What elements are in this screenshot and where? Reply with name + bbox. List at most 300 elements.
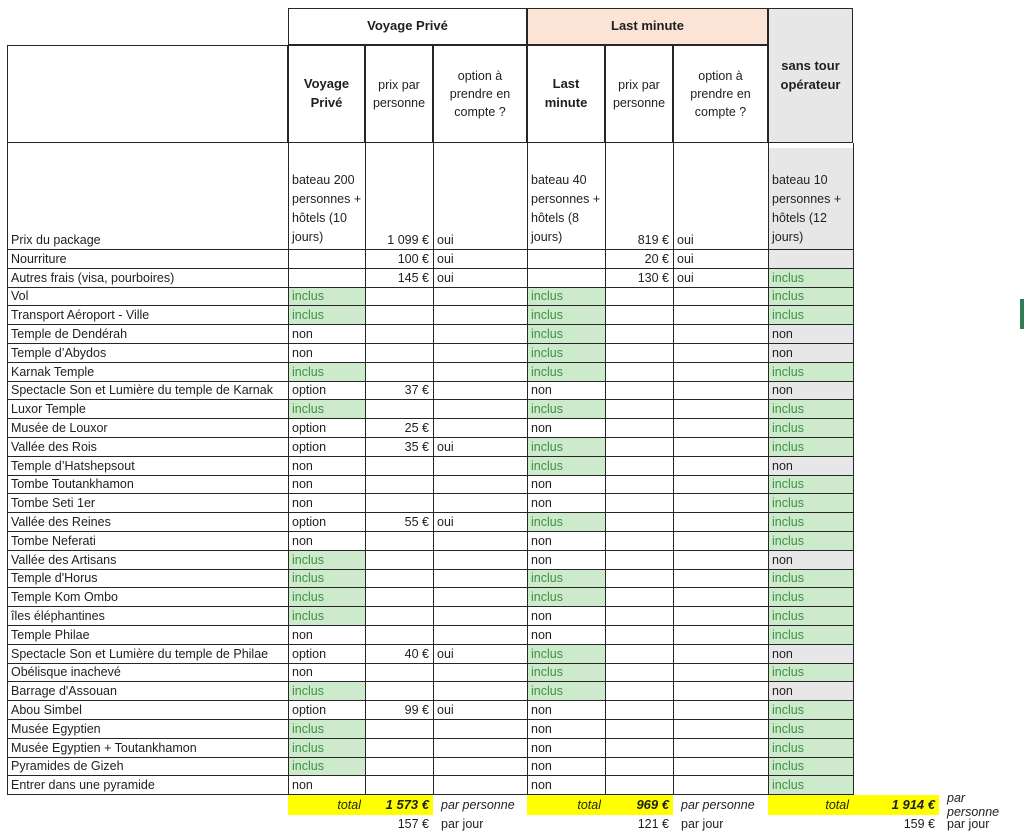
lm-option-cell[interactable] [674,645,769,664]
row-label[interactable]: Vallée des Artisans [8,551,289,570]
clipped-green-cell [1020,299,1024,329]
vp-price-cell[interactable] [366,306,434,325]
vp-price-cell[interactable]: 25 € [366,419,434,438]
lm-per-day-label: par jour [681,817,724,832]
row-label[interactable]: Vallée des Reines [8,513,289,532]
vp-price-cell[interactable] [366,776,434,795]
row-label[interactable]: Abou Simbel [8,701,289,720]
vp-status-cell[interactable]: non [289,325,366,344]
lm-option-cell[interactable] [674,419,769,438]
lm-price-cell[interactable] [606,720,674,739]
table-row [8,532,1017,551]
vp-price-cell[interactable] [366,758,434,777]
vp-option-cell[interactable]: oui [434,701,528,720]
st-status-cell[interactable]: inclus [769,739,854,758]
lm-price-cell[interactable] [606,288,674,307]
lm-price-cell[interactable] [606,588,674,607]
vp-option-cell[interactable] [434,626,528,645]
lm-option-cell[interactable] [674,588,769,607]
column-header-price-lm[interactable]: prix par personne [605,45,673,143]
lm-status-cell[interactable]: non [528,551,606,570]
table-row [8,607,1017,626]
table-row [8,720,1017,739]
lm-status-cell[interactable]: inclus [528,570,606,589]
lm-option-cell[interactable] [674,776,769,795]
column-header-last-minute[interactable]: Last minute [527,45,605,143]
table-row [8,494,1017,513]
vp-option-cell[interactable] [434,306,528,325]
table-row [8,513,1017,532]
lm-option-cell[interactable] [674,682,769,701]
vp-option-cell[interactable]: oui [434,438,528,457]
st-status-cell[interactable]: inclus [769,570,854,589]
vp-option-cell[interactable] [434,588,528,607]
lm-option-cell[interactable] [674,739,769,758]
vp-total-label[interactable]: total [288,795,365,815]
vp-per-day-label: par jour [441,817,484,832]
table-row [8,269,1017,288]
vp-status-cell[interactable]: non [289,776,366,795]
st-status-cell[interactable]: inclus [769,288,854,307]
vp-status-cell[interactable]: option [289,419,366,438]
vp-option-cell[interactable] [434,325,528,344]
st-status-cell[interactable]: inclus [769,701,854,720]
vp-price-cell[interactable]: 145 € [366,269,434,288]
vp-price-cell[interactable] [366,588,434,607]
table-row [8,626,1017,645]
vp-price-cell[interactable]: 40 € [366,645,434,664]
lm-status-cell[interactable]: bateau 40 personnes + hôtels (8 jours) [528,148,606,250]
vp-status-cell[interactable]: inclus [289,306,366,325]
row-label[interactable]: Transport Aéroport - Ville [8,306,289,325]
row-label[interactable]: Tombe Seti 1er [8,494,289,513]
lm-price-cell[interactable] [606,758,674,777]
lm-option-cell[interactable] [674,570,769,589]
lm-status-cell[interactable]: inclus [528,682,606,701]
lm-option-cell[interactable] [674,494,769,513]
lm-status-cell[interactable]: non [528,419,606,438]
lm-status-cell[interactable]: inclus [528,325,606,344]
vp-status-cell[interactable]: inclus [289,720,366,739]
lm-status-cell[interactable]: non [528,532,606,551]
vp-price-cell[interactable] [366,664,434,683]
vp-status-cell[interactable]: inclus [289,758,366,777]
lm-option-cell[interactable] [674,438,769,457]
vp-option-cell[interactable] [434,382,528,401]
vp-per-day-value[interactable]: 157 € [397,817,429,832]
table-row [8,344,1017,363]
lm-price-cell[interactable] [606,645,674,664]
vp-price-cell[interactable]: 100 € [366,250,434,269]
lm-option-cell[interactable] [674,306,769,325]
row-label[interactable]: Tombe Neferati [8,532,289,551]
vp-status-cell[interactable]: non [289,344,366,363]
lm-status-cell[interactable] [528,250,606,269]
row-label[interactable]: Temple d’Hatshepsout [8,457,289,476]
vp-option-cell[interactable]: oui [434,513,528,532]
lm-price-cell[interactable] [606,682,674,701]
vp-option-cell[interactable]: oui [434,250,528,269]
row-label[interactable]: Temple de Dendérah [8,325,289,344]
lm-price-cell[interactable] [606,400,674,419]
st-total-label[interactable]: total [768,795,853,815]
lm-option-cell[interactable] [674,701,769,720]
lm-status-cell[interactable]: inclus [528,344,606,363]
vp-option-cell[interactable]: oui [434,645,528,664]
row-label[interactable]: Karnak Temple [8,363,289,382]
lm-price-cell[interactable] [606,344,674,363]
st-status-cell[interactable]: inclus [769,494,854,513]
lm-price-cell[interactable] [606,701,674,720]
st-status-cell[interactable]: inclus [769,269,854,288]
lm-status-cell[interactable]: non [528,476,606,495]
vp-status-cell[interactable]: option [289,438,366,457]
lm-price-cell[interactable] [606,532,674,551]
row-label[interactable]: Obélisque inachevé [8,664,289,683]
vp-status-cell[interactable]: inclus [289,570,366,589]
lm-status-cell[interactable]: inclus [528,645,606,664]
lm-price-cell[interactable] [606,476,674,495]
st-status-cell[interactable]: inclus [769,607,854,626]
st-status-cell[interactable]: non [769,382,854,401]
table-row [8,382,1017,401]
vp-status-cell[interactable]: non [289,457,366,476]
lm-status-cell[interactable]: inclus [528,288,606,307]
row-label[interactable]: Luxor Temple [8,400,289,419]
st-status-cell[interactable]: inclus [769,776,854,795]
st-status-cell[interactable]: inclus [769,363,854,382]
totals-section [7,790,1017,834]
lm-price-cell[interactable] [606,607,674,626]
vp-status-cell[interactable]: non [289,494,366,513]
row-label[interactable]: Vallée des Rois [8,438,289,457]
group-header-voyage-prive[interactable]: Voyage Privé [288,8,527,45]
lm-status-cell[interactable]: non [528,701,606,720]
st-status-cell[interactable]: inclus [769,513,854,532]
row-label[interactable]: Musée Egyptien [8,720,289,739]
lm-status-cell[interactable]: non [528,382,606,401]
header-corner-blank [7,8,288,45]
vp-status-cell[interactable]: inclus [289,682,366,701]
table-row [8,664,1017,683]
lm-option-cell[interactable] [674,288,769,307]
vp-price-cell[interactable] [366,476,434,495]
lm-status-cell[interactable]: inclus [528,588,606,607]
vp-status-cell[interactable]: option [289,513,366,532]
row-label[interactable]: Musée Egyptien + Toutankhamon [8,739,289,758]
lm-price-cell[interactable] [606,494,674,513]
lm-option-cell[interactable] [674,363,769,382]
lm-status-cell[interactable]: inclus [528,457,606,476]
lm-status-cell[interactable]: non [528,720,606,739]
lm-per-person-label: par personne [681,797,755,812]
lm-price-cell[interactable] [606,626,674,645]
st-status-cell[interactable] [769,250,854,269]
vp-price-cell[interactable] [366,457,434,476]
vp-per-person-label: par personne [441,797,515,812]
lm-option-cell[interactable] [674,400,769,419]
row-label[interactable]: Temple Kom Ombo [8,588,289,607]
lm-price-cell[interactable] [606,419,674,438]
st-status-cell[interactable]: inclus [769,419,854,438]
vp-status-cell[interactable]: non [289,476,366,495]
lm-status-cell[interactable]: non [528,758,606,777]
row-label[interactable]: Temple Philae [8,626,289,645]
row-label[interactable]: Prix du package [8,148,289,250]
lm-option-cell[interactable]: oui [674,148,769,250]
column-header-option-lm[interactable]: option à prendre en compte ? [673,45,768,143]
lm-price-cell[interactable] [606,325,674,344]
lm-price-cell[interactable] [606,551,674,570]
row-label[interactable]: Temple d'Horus [8,570,289,589]
lm-option-cell[interactable] [674,532,769,551]
vp-option-cell[interactable] [434,570,528,589]
lm-option-cell[interactable] [674,325,769,344]
vp-status-cell[interactable]: option [289,701,366,720]
row-label[interactable]: Spectacle Son et Lumière du temple de Karnak [8,382,289,401]
st-status-cell[interactable]: inclus [769,476,854,495]
vp-option-cell[interactable] [434,344,528,363]
lm-status-cell[interactable] [528,269,606,288]
lm-option-cell[interactable] [674,551,769,570]
row-label[interactable]: Tombe Toutankhamon [8,476,289,495]
vp-option-cell[interactable] [434,551,528,570]
st-status-cell[interactable]: inclus [769,532,854,551]
lm-option-cell[interactable]: oui [674,250,769,269]
table-row [8,250,1017,269]
vp-price-cell[interactable] [366,494,434,513]
st-per-day-label: par jour [947,817,990,832]
row-label[interactable]: Barrage d'Assouan [8,682,289,701]
row-label[interactable]: Nourriture [8,250,289,269]
vp-option-cell[interactable]: oui [434,269,528,288]
st-status-cell[interactable]: inclus [769,306,854,325]
vp-option-cell[interactable] [434,720,528,739]
vp-status-cell[interactable]: inclus [289,607,366,626]
lm-option-cell[interactable] [674,476,769,495]
lm-option-cell[interactable]: oui [674,269,769,288]
lm-price-cell[interactable] [606,363,674,382]
vp-price-cell[interactable]: 99 € [366,701,434,720]
row-label[interactable]: Pyramides de Gizeh [8,758,289,777]
lm-price-cell[interactable] [606,570,674,589]
table-row [8,148,1017,250]
lm-per-day-value[interactable]: 121 € [637,817,669,832]
vp-price-cell[interactable] [366,551,434,570]
vp-option-cell[interactable] [434,739,528,758]
lm-price-cell[interactable] [606,438,674,457]
lm-price-cell[interactable] [606,457,674,476]
table-row [8,551,1017,570]
st-status-cell[interactable]: inclus [769,438,854,457]
vp-price-cell[interactable] [366,607,434,626]
st-status-cell[interactable]: inclus [769,588,854,607]
table-row [8,570,1017,589]
lm-status-cell[interactable]: inclus [528,664,606,683]
totals-blank [288,815,365,835]
st-status-cell[interactable]: inclus [769,664,854,683]
vp-option-cell[interactable] [434,288,528,307]
table-row [8,419,1017,438]
vp-price-cell[interactable]: 1 099 € [366,148,434,250]
vp-price-cell[interactable] [366,288,434,307]
lm-status-cell[interactable]: inclus [528,363,606,382]
vp-option-cell[interactable] [434,532,528,551]
vp-status-cell[interactable]: non [289,626,366,645]
lm-price-cell[interactable] [606,664,674,683]
st-status-cell[interactable]: non [769,682,854,701]
vp-price-cell[interactable] [366,682,434,701]
vp-option-cell[interactable]: oui [434,148,528,250]
lm-status-cell[interactable]: non [528,626,606,645]
lm-status-cell[interactable]: non [528,494,606,513]
table-body [7,143,1017,795]
lm-option-cell[interactable] [674,382,769,401]
vp-option-cell[interactable] [434,419,528,438]
lm-status-cell[interactable]: inclus [528,400,606,419]
table-row [8,306,1017,325]
row-label[interactable]: Temple d’Abydos [8,344,289,363]
column-header-price-vp[interactable]: prix par personne [365,45,433,143]
vp-status-cell[interactable]: inclus [289,288,366,307]
lm-option-cell[interactable] [674,664,769,683]
vp-option-cell[interactable] [434,776,528,795]
column-header-option-vp[interactable]: option à prendre en compte ? [433,45,527,143]
st-status-cell[interactable]: non [769,645,854,664]
table-header [7,8,1017,143]
lm-status-cell[interactable]: non [528,739,606,758]
row-label-header-blank[interactable] [7,45,288,143]
totals-blank [527,815,605,835]
vp-status-cell[interactable]: non [289,664,366,683]
vp-status-cell[interactable]: inclus [289,588,366,607]
table-row [8,476,1017,495]
lm-option-cell[interactable] [674,513,769,532]
st-per-day-value[interactable]: 159 € [903,817,935,832]
vp-total-value[interactable]: 1 573 € [365,795,433,815]
vp-status-cell[interactable]: non [289,532,366,551]
vp-price-cell[interactable] [366,626,434,645]
lm-price-cell[interactable] [606,306,674,325]
group-header-last-minute[interactable]: Last minute [527,8,768,45]
table-row [8,682,1017,701]
lm-price-cell[interactable] [606,776,674,795]
vp-price-cell[interactable]: 55 € [366,513,434,532]
lm-option-cell[interactable] [674,758,769,777]
row-label[interactable]: Autres frais (visa, pourboires) [8,269,289,288]
st-status-cell[interactable]: inclus [769,400,854,419]
vp-option-cell[interactable] [434,476,528,495]
table-row [8,288,1017,307]
vp-price-cell[interactable] [366,363,434,382]
lm-price-cell[interactable] [606,382,674,401]
st-status-cell[interactable]: non [769,325,854,344]
vp-price-cell[interactable]: 35 € [366,438,434,457]
vp-option-cell[interactable] [434,457,528,476]
vp-option-cell[interactable] [434,363,528,382]
vp-price-cell[interactable] [366,720,434,739]
comparison-spreadsheet [7,8,1017,834]
lm-status-cell[interactable]: inclus [528,513,606,532]
vp-option-cell[interactable] [434,494,528,513]
vp-status-cell[interactable]: bateau 200 personnes + hôtels (10 jours) [289,148,366,250]
table-row [8,701,1017,720]
vp-price-cell[interactable] [366,739,434,758]
st-status-cell[interactable]: inclus [769,758,854,777]
totals-blank [7,815,288,835]
lm-option-cell[interactable] [674,344,769,363]
vp-price-cell[interactable]: 37 € [366,382,434,401]
vp-status-cell[interactable] [289,269,366,288]
lm-option-cell[interactable] [674,457,769,476]
st-total-value[interactable]: 1 914 € [853,795,939,815]
vp-status-cell[interactable]: option [289,382,366,401]
vp-status-cell[interactable]: inclus [289,400,366,419]
vp-price-cell[interactable] [366,532,434,551]
row-label[interactable]: Vol [8,288,289,307]
lm-option-cell[interactable] [674,607,769,626]
column-header-sans-tour-operateur[interactable]: sans tour opérateur [768,8,853,143]
vp-price-cell[interactable] [366,325,434,344]
lm-option-cell[interactable] [674,626,769,645]
lm-status-cell[interactable]: non [528,776,606,795]
lm-price-cell[interactable] [606,739,674,758]
totals-blank [7,795,288,815]
st-status-cell[interactable]: non [769,551,854,570]
totals-blank [768,815,853,835]
vp-option-cell[interactable] [434,664,528,683]
vp-status-cell[interactable] [289,250,366,269]
vp-option-cell[interactable] [434,607,528,626]
lm-price-cell[interactable]: 20 € [606,250,674,269]
table-row [8,739,1017,758]
lm-price-cell[interactable]: 130 € [606,269,674,288]
table-row [8,400,1017,419]
lm-status-cell[interactable]: inclus [528,438,606,457]
table-row [8,645,1017,664]
row-label[interactable]: Spectacle Son et Lumière du temple de Philae [8,645,289,664]
vp-status-cell[interactable]: inclus [289,363,366,382]
row-label[interactable]: îles éléphantines [8,607,289,626]
st-status-cell[interactable]: inclus [769,626,854,645]
lm-option-cell[interactable] [674,720,769,739]
vp-price-cell[interactable] [366,344,434,363]
lm-price-cell[interactable] [606,513,674,532]
vp-option-cell[interactable] [434,758,528,777]
vp-status-cell[interactable]: inclus [289,739,366,758]
st-status-cell[interactable]: non [769,344,854,363]
table-row [8,457,1017,476]
lm-price-cell[interactable]: 819 € [606,148,674,250]
st-status-cell[interactable]: inclus [769,720,854,739]
vp-status-cell[interactable]: option [289,645,366,664]
st-per-person-label: par personne [947,790,1000,819]
vp-price-cell[interactable] [366,570,434,589]
st-status-cell[interactable]: bateau 10 personnes + hôtels (12 jours) [769,148,854,250]
column-header-voyage-prive[interactable]: Voyage Privé [288,45,365,143]
lm-total-label[interactable]: total [527,795,605,815]
lm-status-cell[interactable]: non [528,607,606,626]
vp-option-cell[interactable] [434,400,528,419]
vp-price-cell[interactable] [366,400,434,419]
row-label[interactable]: Entrer dans une pyramide [8,776,289,795]
lm-total-value[interactable]: 969 € [605,795,673,815]
vp-status-cell[interactable]: inclus [289,551,366,570]
st-status-cell[interactable]: non [769,457,854,476]
lm-status-cell[interactable]: inclus [528,306,606,325]
vp-option-cell[interactable] [434,682,528,701]
row-label[interactable]: Musée de Louxor [8,419,289,438]
